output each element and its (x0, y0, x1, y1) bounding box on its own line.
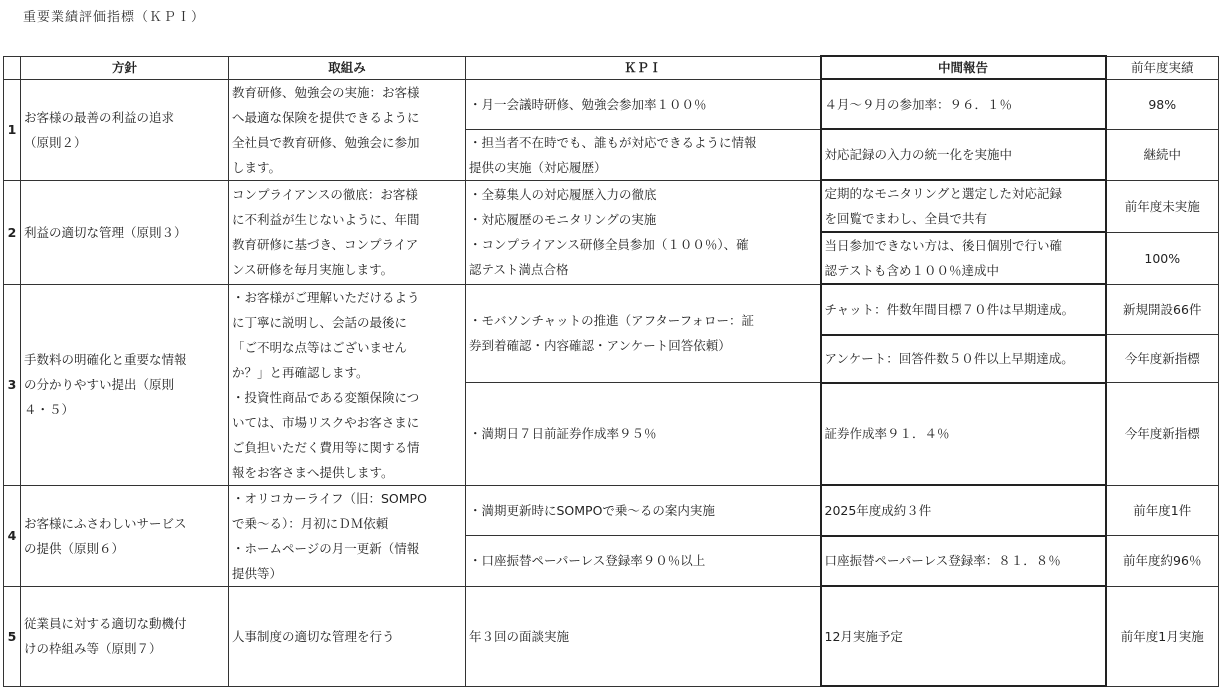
text-line: 定期的なモニタリングと選定した対応記録 (824, 186, 1063, 201)
prev-cell: 前年度約96％ (1106, 536, 1219, 587)
prev-cell: 今年度新指標 (1106, 383, 1219, 485)
row-number: 5 (4, 586, 21, 686)
row-number: 1 (4, 79, 21, 180)
text-line: ・投資性商品である変額保険につ (232, 389, 420, 405)
text-line: ・対応履歴のモニタリングの実施 (469, 212, 657, 227)
header-prev: 前年度実績 (1106, 56, 1219, 79)
text-line: 報をお客さまへ提供します。 (232, 464, 394, 480)
text-line: チャット：件数年間目標７０件は早期達成。 (824, 301, 1075, 317)
text-line: 当日参加できない方は、後日個別で行い確 (824, 238, 1063, 253)
prev-cell: 98% (1106, 79, 1219, 129)
interim-cell (821, 284, 1106, 335)
initiative-cell (229, 180, 466, 284)
table-row (4, 485, 1219, 536)
text-line: で乗～る）：月初にＤＭ依頼 (232, 515, 389, 531)
interim-cell (821, 485, 1106, 536)
text-line: ・口座振替ペーパーレス登録率９０％以上 (469, 553, 706, 569)
policy-cell (21, 485, 229, 586)
text-line: 教育研修、勉強会の実施：お客様 (232, 84, 420, 100)
header-initiative: 取組み (229, 56, 466, 79)
text-line: アンケート：回答件数５０件以上早期達成。 (824, 351, 1074, 367)
text-line: 従業員に対する適切な動機付 (24, 616, 187, 631)
text-line: 証券作成率９１．４％ (824, 426, 950, 442)
kpi-cell (466, 129, 821, 180)
kpi-cell (466, 485, 821, 536)
initiative-cell (229, 284, 466, 485)
text-line: ・月一会議時研修、勉強会参加率１００％ (469, 96, 707, 112)
prev-cell: 継続中 (1106, 129, 1219, 180)
text-line: ・全募集人の対応履歴入力の徹底 (469, 187, 657, 202)
text-line: 口座振替ペーパーレス登録率：８１．８％ (824, 553, 1061, 569)
kpi-cell (466, 180, 821, 284)
interim-cell (821, 335, 1106, 383)
text-line: ４月～９月の参加率：９６．１％ (824, 96, 1013, 112)
header-row (4, 56, 1219, 79)
text-line: ・担当者不在時でも、誰もが対応できるように情報 (469, 134, 757, 150)
text-line: けの枠組み等（原則７） (24, 641, 162, 656)
initiative-cell (229, 485, 466, 586)
table-row (4, 180, 1219, 232)
text-line: お客様の最善の利益の追求 (24, 109, 175, 125)
prev-cell: 新規開設66件 (1106, 284, 1219, 335)
row-number: 3 (4, 284, 21, 485)
text-line: ンス研修を毎月実施します。 (232, 262, 394, 277)
interim-cell (821, 129, 1106, 180)
interim-cell (821, 232, 1106, 284)
text-line: 利益の適切な管理（原則３） (24, 224, 187, 240)
text-line: ・コンプライアンス研修全員参加（１００％）、確 (469, 237, 749, 252)
text-line: （原則２） (24, 134, 87, 150)
interim-cell (821, 180, 1106, 232)
header-policy: 方針 (21, 56, 229, 79)
text-line: 提供の実施（対応履歴） (469, 159, 607, 175)
text-line: 2025年度成約３件 (824, 502, 932, 518)
header-kpi: ＫＰＩ (466, 56, 821, 79)
prev-cell: 前年度1件 (1106, 485, 1219, 536)
text-line: コンプライアンスの徹底：お客様 (232, 187, 418, 202)
text-line: 提供等） (232, 565, 283, 581)
text-line: 年３回の面談実施 (469, 628, 570, 644)
text-line: お客様にふさわしいサービス (24, 515, 187, 531)
kpi-cell (466, 383, 821, 485)
text-line: の提供（原則６） (24, 540, 125, 556)
text-line: ・オリコカーライフ（旧：SOMPO (232, 490, 427, 506)
text-line: ・満期日７日前証券作成率９５％ (469, 426, 657, 442)
row-number: 4 (4, 485, 21, 586)
row-number: 2 (4, 180, 21, 284)
initiative-cell (229, 586, 466, 686)
interim-cell (821, 536, 1106, 587)
text-line: ・満期更新時にSOMPOで乗～るの案内実施 (469, 502, 715, 518)
text-line: へ最適な保険を提供できるように (232, 109, 420, 125)
text-line: ご負担いただく費用等に関する情 (232, 439, 420, 455)
text-line: に丁寧に説明し、会話の最後に (232, 314, 408, 330)
table-row (4, 586, 1219, 686)
text-line: 教育研修に基づき、コンプライア (232, 237, 419, 252)
text-line: の分かりやすい提出（原則 (24, 377, 175, 392)
prev-cell: 今年度新指標 (1106, 335, 1219, 383)
table-row (4, 79, 1219, 129)
policy-cell (21, 284, 229, 485)
text-line: 人事制度の適切な管理を行う (232, 628, 395, 644)
policy-cell (21, 586, 229, 686)
header-num (4, 56, 21, 79)
policy-cell (21, 180, 229, 284)
initiative-cell (229, 79, 466, 180)
interim-cell (821, 383, 1106, 485)
text-line: 認テスト満点合格 (469, 262, 569, 277)
prev-cell: 前年度1月実施 (1106, 586, 1219, 686)
text-line: いては、市場リスクやお客さまに (232, 414, 420, 430)
interim-cell (821, 586, 1106, 686)
text-line: ・ホームページの月一更新（情報 (232, 540, 420, 556)
text-line: 「ご不明な点等はございません (232, 339, 408, 355)
header-interim: 中間報告 (821, 56, 1106, 79)
text-line: に不利益が生じないように、年間 (232, 212, 420, 227)
kpi-cell (466, 79, 821, 129)
text-line: か？」と再確認します。 (232, 364, 369, 380)
text-line: 手数料の明確化と重要な情報 (24, 352, 187, 367)
document-title: 重要業績評価指標（ＫＰＩ） (23, 10, 206, 25)
kpi-table (3, 55, 1219, 687)
text-line: を回覧でまわし、全員で共有 (824, 211, 988, 226)
text-line: 12月実施予定 (824, 628, 903, 644)
interim-cell (821, 79, 1106, 129)
table-row (4, 284, 1219, 335)
kpi-cell (466, 536, 821, 587)
text-line: 券到着確認・内容確認・アンケート回答依頼） (469, 338, 731, 354)
prev-cell: 100% (1106, 232, 1219, 284)
text-line: 全社員で教育研修、勉強会に参加 (232, 134, 420, 150)
text-line: ・モバソンチャットの推進（アフターフォロー：証 (469, 313, 755, 329)
text-line: 認テストも含め１００％達成中 (824, 263, 1000, 278)
text-line: します。 (232, 159, 282, 175)
policy-cell (21, 79, 229, 180)
kpi-cell (466, 284, 821, 383)
kpi-cell (466, 586, 821, 686)
text-line: 対応記録の入力の統一化を実施中 (824, 147, 1013, 162)
text-line: ・お客様がご理解いただけるよう (232, 289, 420, 305)
text-line: ４・５） (24, 402, 75, 417)
prev-cell: 前年度未実施 (1106, 180, 1219, 232)
